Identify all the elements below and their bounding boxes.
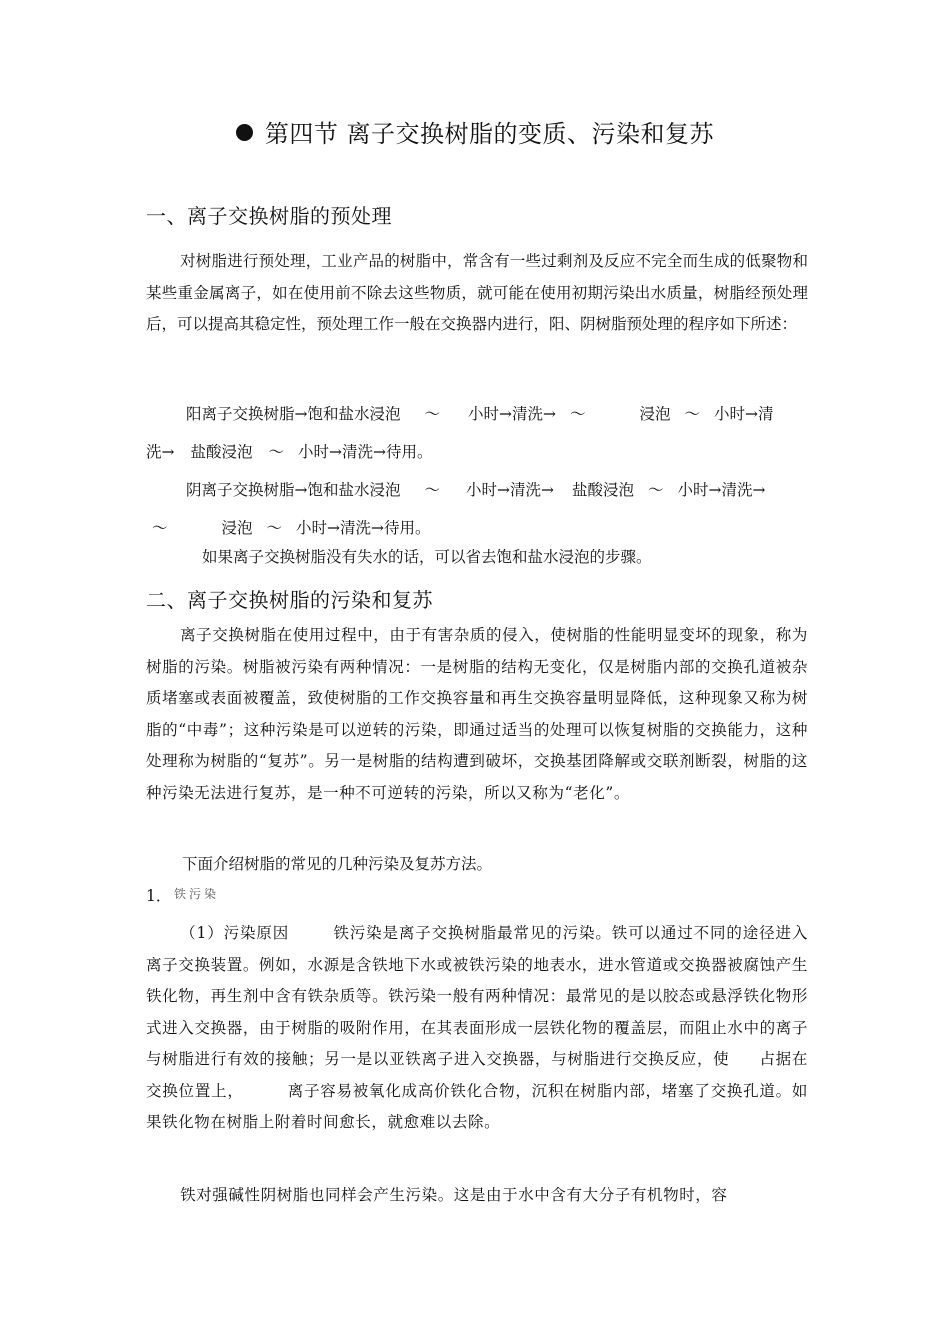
text-fragment: 小时→清洗→待用。 xyxy=(298,443,433,461)
paragraph-text: 铁污染是离子交换树脂最常见的污染。铁可以通过不同的途径进入离子交换装置。例如，水源是含铁地下水或被铁污染的地表水，进水管道或交换器被腐蚀产生铁化物，再生剂中含有铁杂质等。铁污染一般有两种情况：最常见的是以胶态或悬浮铁化物形式进入交换器，由于树脂的吸附作用，在其表面形成一层铁化物的覆盖层，而阻止水中的离子与树脂进行有效的接触；另一是以亚铁离子进入交换器，与树脂进行交换反应，使 xyxy=(146,924,809,1068)
text-fragment: ～ xyxy=(424,481,441,499)
bullet-icon xyxy=(236,124,253,141)
cation-procedure-line-1 xyxy=(186,402,774,424)
paragraph-text: 离子容易被氧化成高价铁化合物，沉积在树脂内部，堵塞了交换孔道。如果铁化物在树脂上附着时间愈长，就愈难以去除。 xyxy=(146,1081,808,1131)
section2-paragraph-1: 离子交换树脂在使用过程中，由于有害杂质的侵入，使树脂的性能明显变坏的现象，称为树脂的污染。树脂被污染有两种情况：一是树脂的结构无变化，仅是树脂内部的交换孔道被杂质堵塞或表面被覆盖，致使树脂的工作交换容量和再生交换容量明显降低，这种现象又称为树脂的“中毒”；这种污染是可以逆转的污染，即通过适当的处理可以恢复树脂的交换能力，这种处理称为树脂的“复苏”。另一是树脂的结构遭到破坏，交换基团降解或交联剂断裂，树脂的这种污染无法进行复苏，是一种不可逆转的污染，所以又称为“老化”。 xyxy=(146,626,808,802)
text-fragment: ～ xyxy=(648,481,664,499)
text-fragment: 盐酸浸泡 xyxy=(190,443,253,461)
text-fragment: 洗→ xyxy=(146,443,175,461)
text-fragment: ～ xyxy=(684,405,701,423)
text-fragment: 浸泡 xyxy=(639,405,671,423)
text-fragment: 阳离子交换树脂→饱和盐水浸泡 xyxy=(186,405,401,423)
text-fragment: ～ xyxy=(266,519,283,537)
text-fragment: 小时→清洗→待用。 xyxy=(296,519,431,537)
item-title: 铁污染 xyxy=(174,887,220,901)
text-fragment: 小时→清洗→ xyxy=(468,405,556,423)
section-heading-1: 一、离子交换树脂的预处理 xyxy=(146,204,392,228)
text-fragment: ～ xyxy=(268,443,285,461)
section2-paragraph-3 xyxy=(146,918,808,1139)
section1-note: 如果离子交换树脂没有失水的话，可以省去饱和盐水浸泡的步骤。 xyxy=(202,548,652,566)
text-fragment: ～ xyxy=(424,405,441,423)
text-fragment: 小时→清洗→ xyxy=(677,481,766,499)
anion-procedure-line-1 xyxy=(186,478,766,500)
page-title-text: 第四节 离子交换树脂的变质、污染和复苏 xyxy=(264,120,715,148)
text-fragment: ～ xyxy=(570,405,586,423)
anion-procedure-line-2 xyxy=(152,516,431,538)
text-fragment: 小时→清洗→ xyxy=(466,481,554,499)
text-fragment: 小时→清 xyxy=(714,405,774,423)
page-title xyxy=(0,114,950,149)
text-fragment: 阴离子交换树脂→饱和盐水浸泡 xyxy=(186,481,401,499)
section-heading-2: 二、离子交换树脂的污染和复苏 xyxy=(146,588,433,612)
text-fragment: ～ xyxy=(152,519,168,537)
paragraph-text: 占据在交换位置上， xyxy=(146,1050,808,1100)
section2-paragraph-2: 下面介绍树脂的常见的几种污染及复苏方法。 xyxy=(182,855,493,873)
paragraph-label: （1）污染原因 xyxy=(180,924,290,942)
text-fragment: 盐酸浸泡 xyxy=(572,481,635,499)
item-number: 1． xyxy=(146,887,172,905)
text-fragment: 浸泡 xyxy=(221,519,253,537)
section2-paragraph-4: 铁对强碱性阴树脂也同样会产生污染。这是由于水中含有大分子有机物时，容 xyxy=(180,1186,728,1204)
cation-procedure-line-2 xyxy=(146,440,433,462)
section1-intro-paragraph: 对树脂进行预处理，工业产品的树脂中，常含有一些过剩剂及反应不完全而生成的低聚物和某些重金属离子，如在使用前不除去这些物质，就可能在使用初期污染出水质量，树脂经预处理后，可以提高其稳定性，预处理工作一般在交换器内进行，阳、阴树脂预处理的程序如下所述： xyxy=(146,252,808,333)
